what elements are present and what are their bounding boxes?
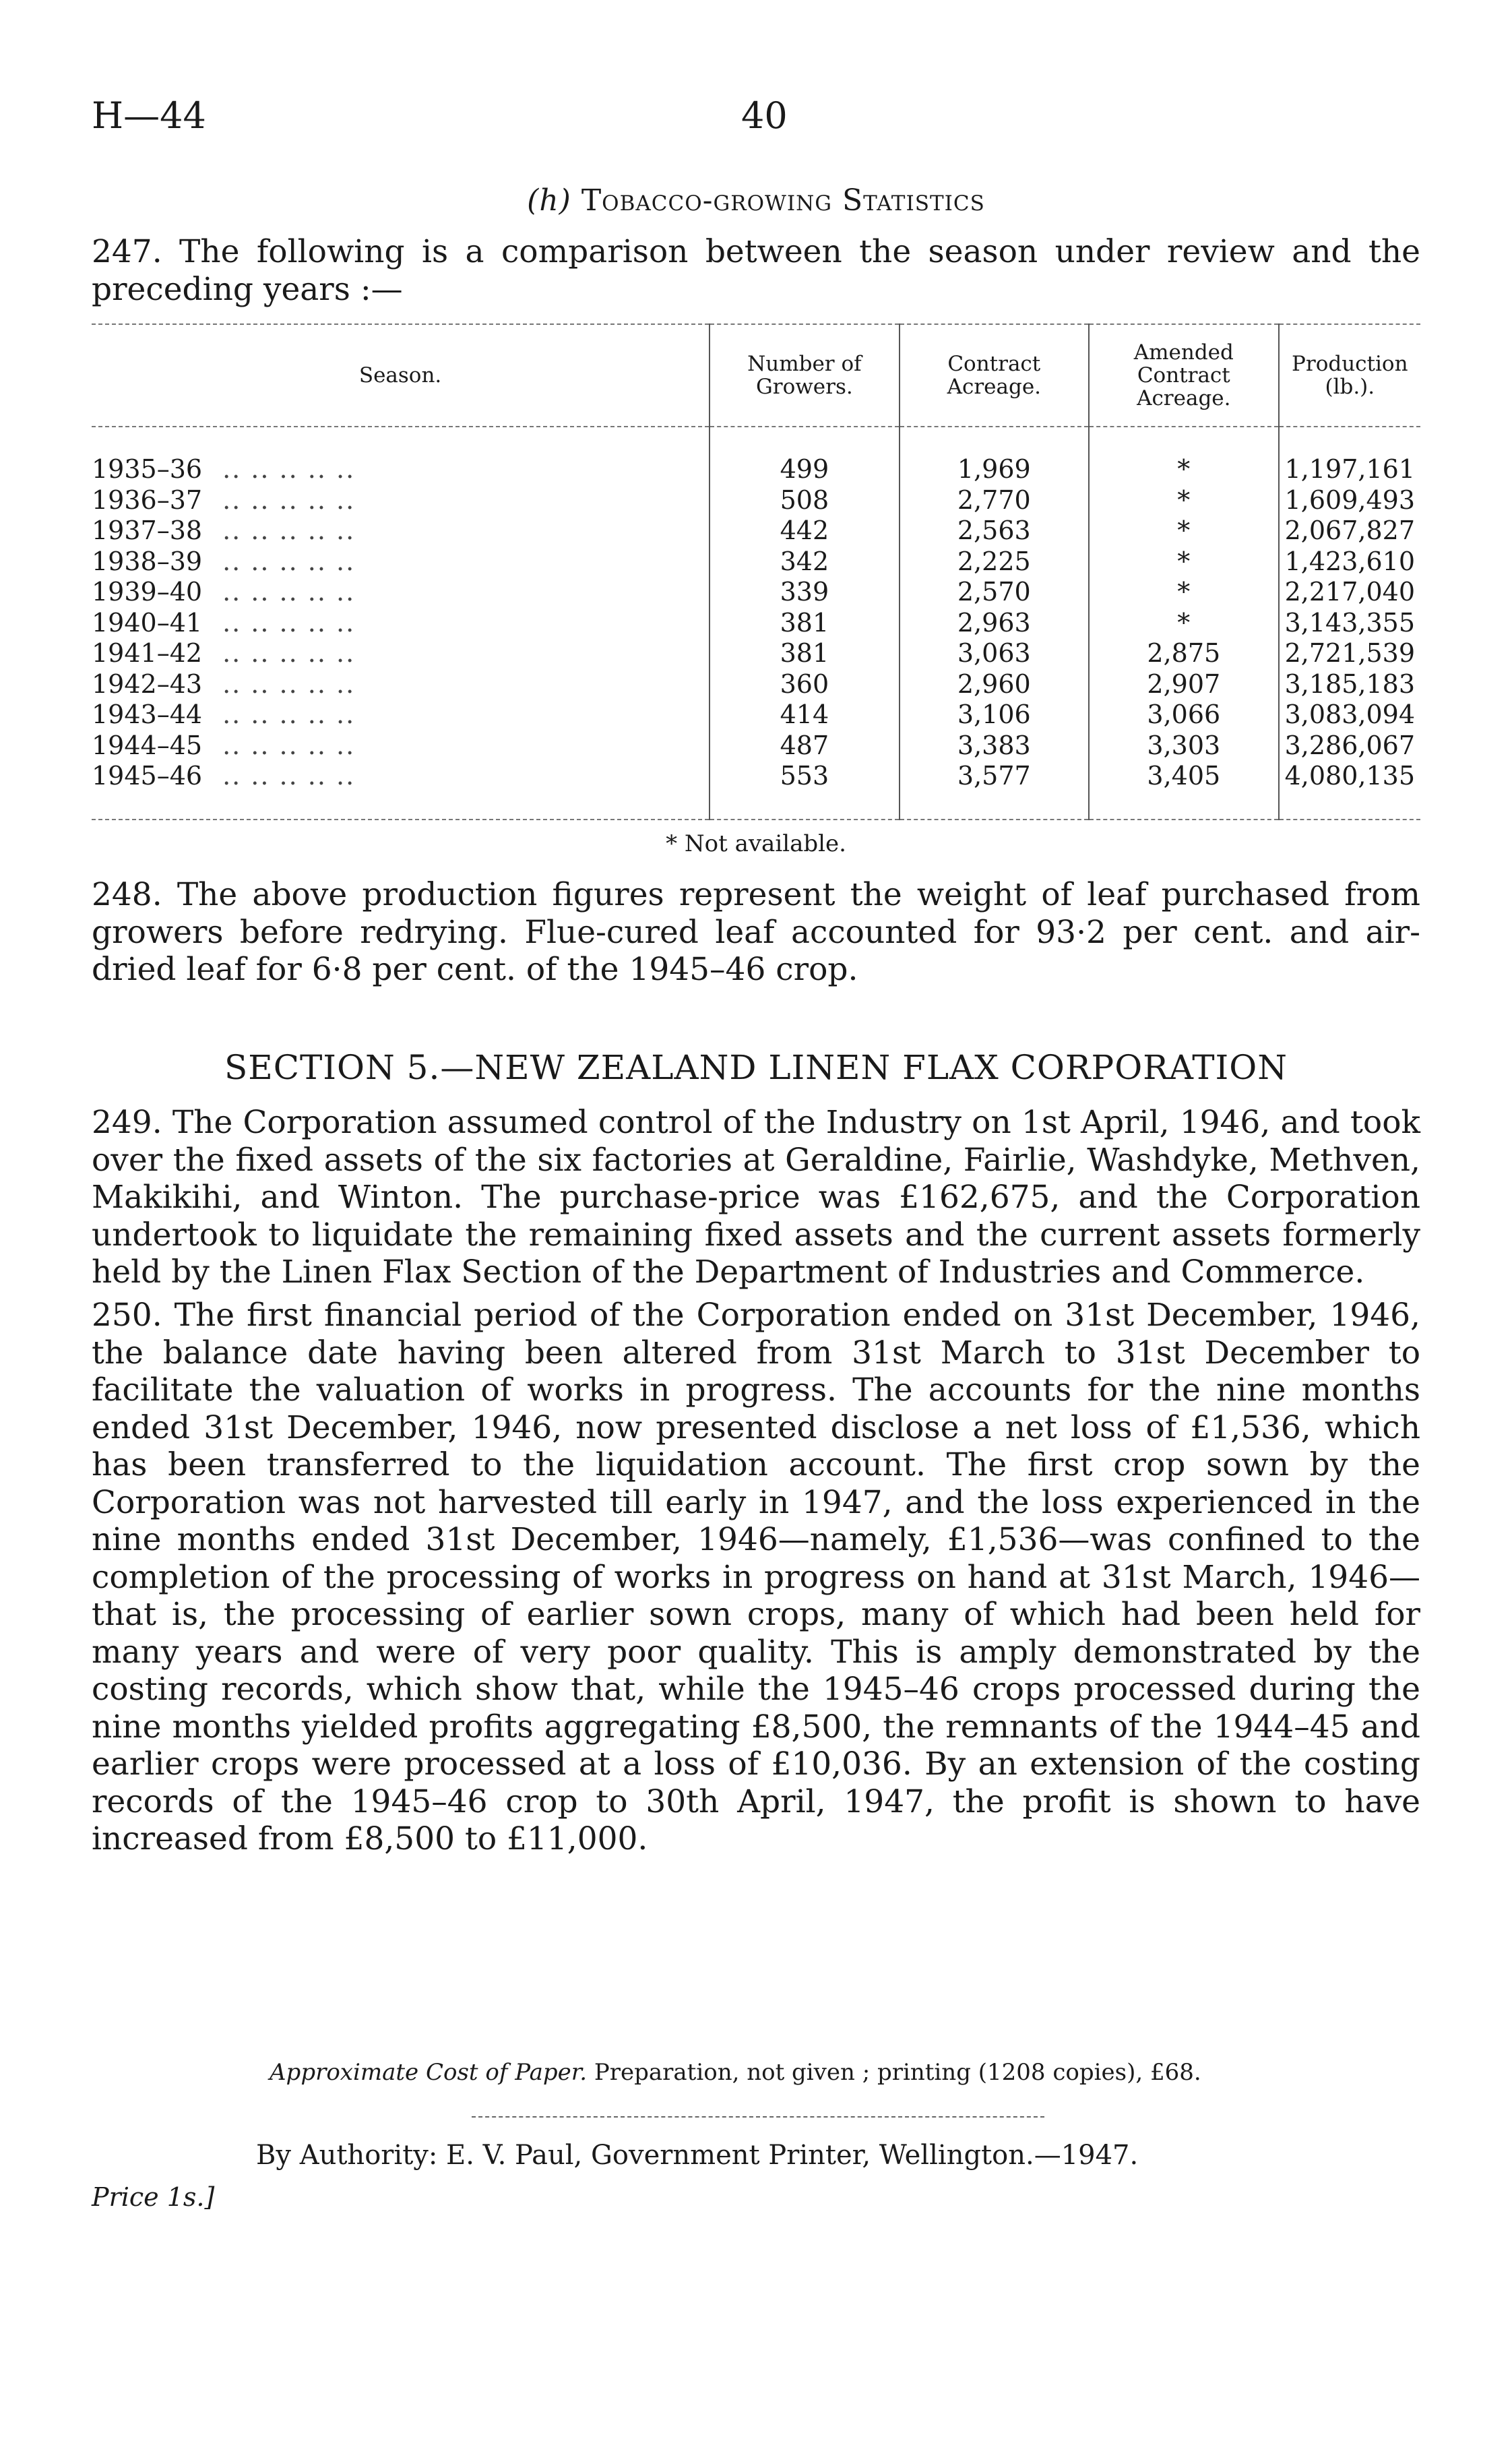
column-header-contract-acreage: Contract Acreage. xyxy=(900,324,1089,427)
amended-acreage-cell xyxy=(1089,669,1279,700)
season-cell xyxy=(92,700,710,731)
amended-acreage-cell-value: 3,303 xyxy=(1147,730,1221,760)
production-cell-value: 3,185,183 xyxy=(1284,669,1415,699)
leader-dots: .. .. .. .. .. xyxy=(222,669,356,699)
season-cell xyxy=(92,485,710,516)
growers-cell-value: 508 xyxy=(780,485,829,515)
season-cell-value: 1943–44 xyxy=(92,700,203,729)
growers-cell xyxy=(710,577,899,608)
section-5-title: SECTION 5.—NEW ZEALAND LINEN FLAX CORPORATION xyxy=(224,1048,1288,1087)
season-cell-value: 1940–41 xyxy=(92,607,203,638)
production-cell xyxy=(1279,700,1420,731)
season-cell xyxy=(92,547,710,578)
production-cell xyxy=(1279,547,1420,578)
growers-cell xyxy=(710,700,899,731)
tobacco-statistics-table xyxy=(92,323,1420,820)
paragraph-247: 247. The following is a comparison between the season under review and the preceding years :— xyxy=(92,233,1420,308)
page-number: 40 xyxy=(741,94,788,137)
production-cell-value: 1,197,161 xyxy=(1284,454,1415,484)
production-cell xyxy=(1279,516,1420,547)
production-cell xyxy=(1279,669,1420,700)
table-row xyxy=(92,427,1420,485)
production-cell-value: 3,143,355 xyxy=(1284,607,1415,638)
contract-acreage-cell-value: 2,770 xyxy=(957,485,1031,515)
column-header-season: Season. xyxy=(92,324,710,427)
amended-acreage-cell xyxy=(1089,731,1279,762)
production-cell xyxy=(1279,577,1420,608)
growers-cell xyxy=(710,485,899,516)
production-cell-value: 1,609,493 xyxy=(1284,485,1415,515)
contract-acreage-cell xyxy=(900,731,1089,762)
table-row xyxy=(92,547,1420,578)
growers-cell-value: 381 xyxy=(780,607,829,638)
leader-dots: .. .. .. .. .. xyxy=(222,485,356,515)
contract-acreage-cell-value: 3,383 xyxy=(957,730,1031,760)
contract-acreage-cell-value: 3,063 xyxy=(957,638,1031,668)
growers-cell-value: 499 xyxy=(780,454,829,484)
season-cell xyxy=(92,638,710,669)
season-cell-value: 1944–45 xyxy=(92,730,203,760)
growers-cell-value: 339 xyxy=(780,577,829,607)
contract-acreage-cell-value: 2,563 xyxy=(957,516,1031,545)
contract-acreage-cell-value: 3,106 xyxy=(957,700,1031,729)
season-cell-value: 1941–42 xyxy=(92,638,203,668)
leader-dots: .. .. .. .. .. xyxy=(222,761,356,791)
cost-label: Approximate Cost of Paper. xyxy=(270,2059,588,2086)
growers-cell xyxy=(710,427,899,485)
season-cell xyxy=(92,731,710,762)
season-cell-value: 1945–46 xyxy=(92,761,203,791)
amended-acreage-cell-value: 2,875 xyxy=(1147,638,1221,668)
paragraph-249: 249. The Corporation assumed control of the Industry on 1st April, 1946, and took over the fixed assets of the six factories at Geraldine, Fairlie, Washdyke, Methven, Makikihi, and Winton. The purchase-price was £162,675, and the Corporation undertook to liquidate the remaining fixed assets and the current assets formerly held by the Linen Flax Section of the Department of Industries and Commerce. xyxy=(92,1104,1420,1291)
table-row xyxy=(92,577,1420,608)
contract-acreage-cell xyxy=(900,516,1089,547)
cost-of-paper xyxy=(270,2059,1201,2086)
leader-dots: .. .. .. .. .. xyxy=(222,638,356,668)
amended-acreage-cell xyxy=(1089,700,1279,731)
growers-cell xyxy=(710,638,899,669)
production-cell xyxy=(1279,485,1420,516)
season-cell-value: 1939–40 xyxy=(92,577,203,607)
contract-acreage-cell xyxy=(900,427,1089,485)
growers-cell-value: 414 xyxy=(780,700,829,729)
leader-dots: .. .. .. .. .. xyxy=(222,730,356,760)
table-footnote: * Not available. xyxy=(666,830,846,857)
season-cell-value: 1938–39 xyxy=(92,546,203,576)
contract-acreage-cell xyxy=(900,700,1089,731)
contract-acreage-cell xyxy=(900,485,1089,516)
season-cell xyxy=(92,516,710,547)
production-cell xyxy=(1279,731,1420,762)
season-cell xyxy=(92,761,710,820)
production-cell-value: 3,083,094 xyxy=(1284,700,1415,729)
amended-acreage-cell-value: * xyxy=(1177,516,1191,545)
table-body xyxy=(92,427,1420,820)
production-cell xyxy=(1279,638,1420,669)
table-row xyxy=(92,761,1420,820)
heading-label: (h) xyxy=(527,183,571,218)
amended-acreage-cell-value: * xyxy=(1177,454,1191,484)
contract-acreage-cell-value: 2,963 xyxy=(957,607,1031,638)
leader-dots: .. .. .. .. .. xyxy=(222,577,356,607)
contract-acreage-cell-value: 3,577 xyxy=(957,761,1031,791)
amended-acreage-cell-value: * xyxy=(1177,485,1191,515)
production-cell xyxy=(1279,427,1420,485)
leader-dots: .. .. .. .. .. xyxy=(222,454,356,484)
production-cell-value: 2,721,539 xyxy=(1284,638,1415,668)
amended-acreage-cell xyxy=(1089,577,1279,608)
contract-acreage-cell xyxy=(900,608,1089,639)
amended-acreage-cell xyxy=(1089,608,1279,639)
table-row xyxy=(92,638,1420,669)
leader-dots: .. .. .. .. .. xyxy=(222,516,356,545)
production-cell-value: 1,423,610 xyxy=(1284,546,1415,576)
contract-acreage-cell-value: 2,960 xyxy=(957,669,1031,699)
season-cell xyxy=(92,427,710,485)
footer-divider xyxy=(472,2116,1044,2118)
leader-dots: .. .. .. .. .. xyxy=(222,546,356,576)
price-note: Price 1s.] xyxy=(92,2182,215,2212)
growers-cell-value: 487 xyxy=(780,730,829,760)
amended-acreage-cell xyxy=(1089,427,1279,485)
column-header-amended-acreage: Amended Contract Acreage. xyxy=(1089,324,1279,427)
growers-cell xyxy=(710,669,899,700)
season-cell xyxy=(92,608,710,639)
season-cell-value: 1935–36 xyxy=(92,454,203,484)
season-cell xyxy=(92,577,710,608)
contract-acreage-cell xyxy=(900,547,1089,578)
contract-acreage-cell xyxy=(900,669,1089,700)
table-row xyxy=(92,485,1420,516)
growers-cell xyxy=(710,608,899,639)
table-row xyxy=(92,608,1420,639)
table-row xyxy=(92,700,1420,731)
table-row xyxy=(92,516,1420,547)
growers-cell-value: 342 xyxy=(780,546,829,576)
production-cell-value: 3,286,067 xyxy=(1284,730,1415,760)
paragraph-250: 250. The first financial period of the Corporation ended on 31st December, 1946, the balance date having been altered from 31st March to 31st December to facilitate the valuation of works in progress. The accounts for the nine months ended 31st December, 1946, now presented disclose a net loss of £1,536, which has been transferred to the liquidation account. The first crop sown by the Corporation was not harvested till early in 1947, and the loss experienced in the nine months ended 31st December, 1946—namely, £1,536—was confined to the completion of the processing of works in progress on hand at 31st March, 1946—that is, the processing of earlier sown crops, many of which had been held for many years and were of very poor quality. This is amply demonstrated by the costing records, which show that, while the 1945–46 crops processed during the nine months yielded profits aggregating £8,500, the remnants of the 1944–45 and earlier crops were processed at a loss of £10,036. By an extension of the costing records of the 1945–46 crop to 30th April, 1947, the profit is shown to have increased from £8,500 to £11,000. xyxy=(92,1297,1420,1857)
printer-authority: By Authority: E. V. Paul, Government Printer, Wellington.—1947. xyxy=(256,2140,1139,2171)
table-header-row xyxy=(92,324,1420,427)
heading-title: Tobacco-growing Statistics xyxy=(581,183,985,218)
growers-cell xyxy=(710,516,899,547)
amended-acreage-cell-value: 3,405 xyxy=(1147,761,1221,791)
season-cell xyxy=(92,669,710,700)
season-cell-value: 1936–37 xyxy=(92,485,203,515)
document-reference: H—44 xyxy=(92,94,206,137)
amended-acreage-cell-value: 2,907 xyxy=(1147,669,1221,699)
growers-cell-value: 442 xyxy=(780,516,829,545)
production-cell xyxy=(1279,608,1420,639)
season-cell-value: 1937–38 xyxy=(92,516,203,545)
growers-cell-value: 381 xyxy=(780,638,829,668)
contract-acreage-cell-value: 2,570 xyxy=(957,577,1031,607)
contract-acreage-cell xyxy=(900,638,1089,669)
table-row xyxy=(92,669,1420,700)
paragraph-248: 248. The above production figures represent the weight of leaf purchased from growers before redrying. Flue-cured leaf accounted for 93·2 per cent. and air-dried leaf for 6·8 per cent. of the 1945–46 crop. xyxy=(92,876,1420,988)
contract-acreage-cell-value: 2,225 xyxy=(957,546,1031,576)
column-header-production: Production (lb.). xyxy=(1279,324,1420,427)
production-cell-value: 4,080,135 xyxy=(1284,761,1415,791)
production-cell-value: 2,217,040 xyxy=(1284,577,1415,607)
production-cell-value: 2,067,827 xyxy=(1284,516,1415,545)
production-cell xyxy=(1279,761,1420,820)
growers-cell xyxy=(710,761,899,820)
contract-acreage-cell xyxy=(900,577,1089,608)
tobacco-heading xyxy=(0,183,1512,218)
contract-acreage-cell-value: 1,969 xyxy=(957,454,1031,484)
leader-dots: .. .. .. .. .. xyxy=(222,700,356,729)
season-cell-value: 1942–43 xyxy=(92,669,203,699)
table-row xyxy=(92,731,1420,762)
cost-text: Preparation, not given ; printing (1208 copies), £68. xyxy=(594,2059,1201,2086)
amended-acreage-cell xyxy=(1089,516,1279,547)
amended-acreage-cell-value: * xyxy=(1177,577,1191,607)
amended-acreage-cell xyxy=(1089,638,1279,669)
amended-acreage-cell xyxy=(1089,547,1279,578)
growers-cell xyxy=(710,731,899,762)
amended-acreage-cell xyxy=(1089,485,1279,516)
growers-cell-value: 553 xyxy=(780,761,829,791)
column-header-growers: Number of Growers. xyxy=(710,324,899,427)
growers-cell xyxy=(710,547,899,578)
amended-acreage-cell-value: * xyxy=(1177,607,1191,638)
contract-acreage-cell xyxy=(900,761,1089,820)
growers-cell-value: 360 xyxy=(780,669,829,699)
amended-acreage-cell-value: * xyxy=(1177,546,1191,576)
leader-dots: .. .. .. .. .. xyxy=(222,607,356,638)
amended-acreage-cell xyxy=(1089,761,1279,820)
amended-acreage-cell-value: 3,066 xyxy=(1147,700,1221,729)
